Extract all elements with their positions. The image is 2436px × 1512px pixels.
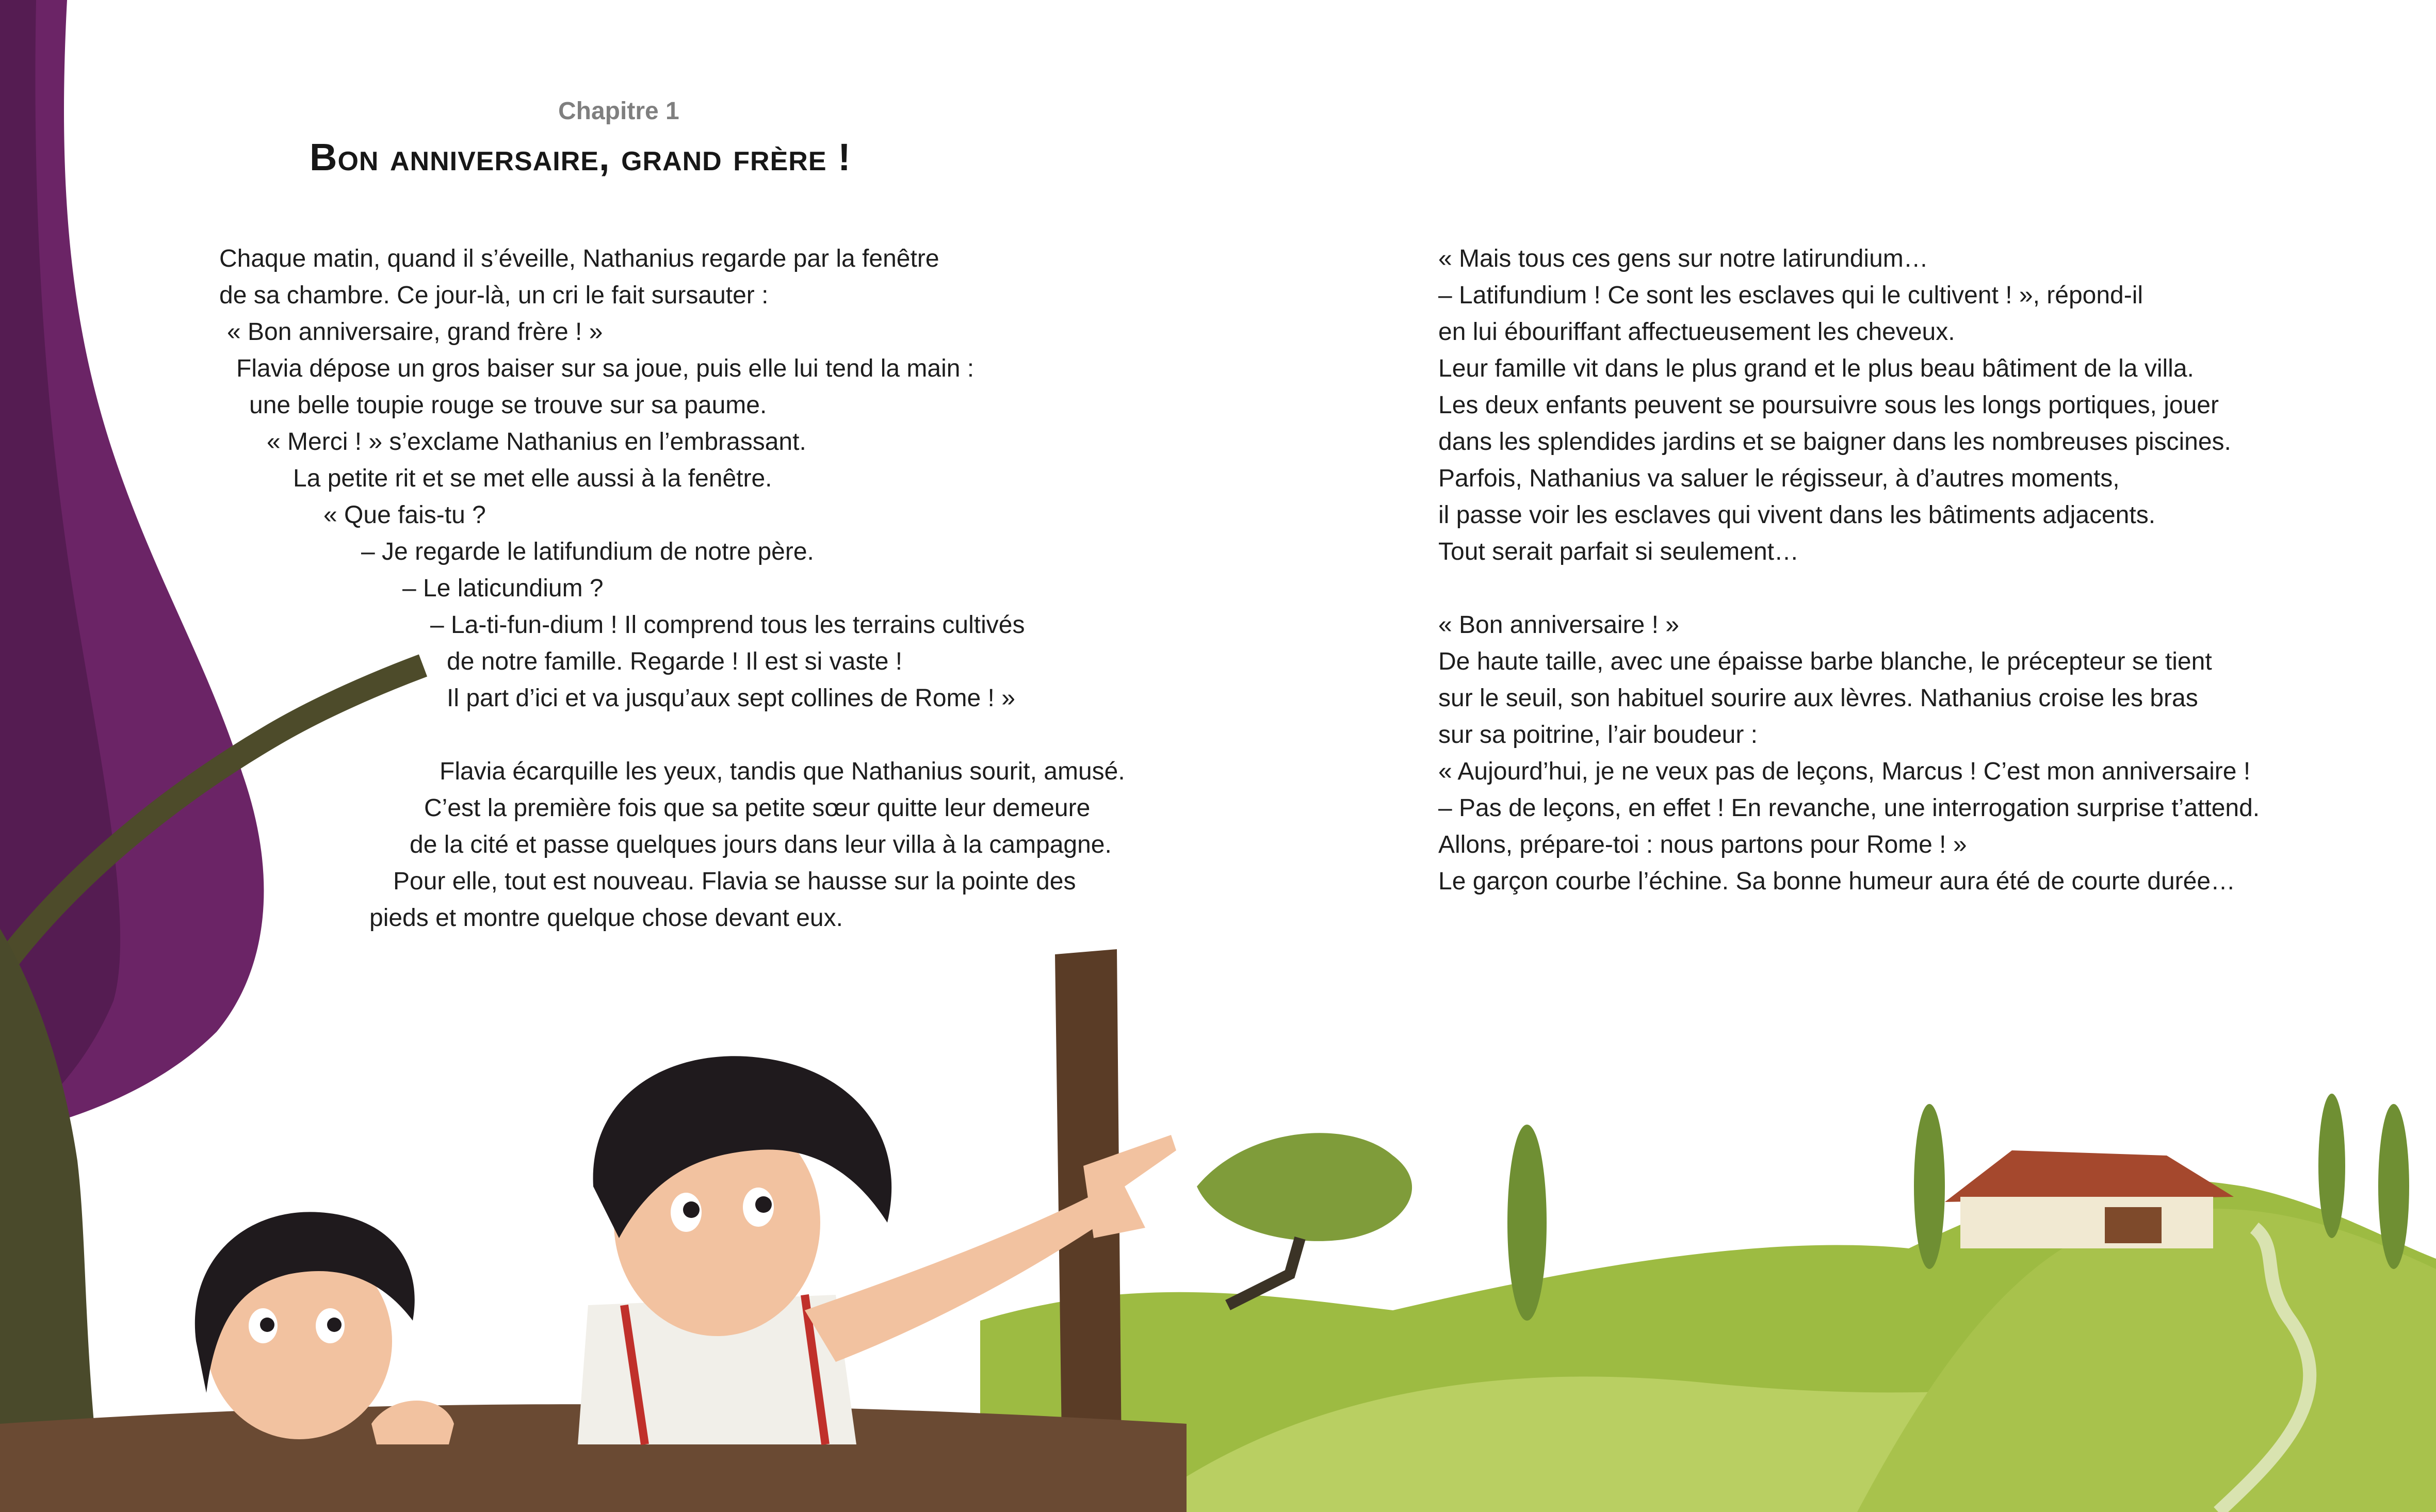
paragraph-line: « Bon anniversaire ! » (1438, 611, 1679, 639)
paragraph-line: Parfois, Nathanius va saluer le régisseur, à d’autres moments, (1438, 465, 2120, 492)
paragraph-line: Allons, prépare-toi : nous partons pour Rome ! » (1438, 831, 1967, 858)
paragraph-line: Leur famille vit dans le plus grand et le plus beau bâtiment de la villa. (1438, 355, 2194, 382)
girl-pupil (327, 1318, 342, 1332)
paragraph-line: – La-ti-fun-dium ! Il comprend tous les terrains cultivés (430, 611, 1025, 639)
pine-trunk (1228, 1238, 1300, 1305)
paragraph-line: il passe voir les esclaves qui vivent dans les bâtiments adjacents. (1438, 501, 2156, 529)
paragraph-line: de la cité et passe quelques jours dans leur villa à la campagne. (410, 831, 1112, 858)
paragraph-line: « Que fais-tu ? (323, 501, 486, 529)
cypress-tree (1507, 1125, 1547, 1321)
boy-pupil (683, 1201, 700, 1218)
paragraph-line: – Je regarde le latifundium de notre père. (361, 538, 814, 565)
boy-pupil (755, 1196, 772, 1213)
paragraph-line: Flavia dépose un gros baiser sur sa joue, puis elle lui tend la main : (236, 355, 975, 382)
paragraph-line: Flavia écarquille les yeux, tandis que Nathanius sourit, amusé. (440, 758, 1125, 785)
villa (1945, 1150, 2234, 1248)
villa-door (2105, 1207, 2162, 1243)
paragraph-line: C’est la première fois que sa petite sœur quitte leur demeure (424, 794, 1091, 822)
paragraph-line: Tout serait parfait si seulement… (1438, 538, 1799, 565)
paragraph-line: de notre famille. Regarde ! Il est si vaste ! (447, 648, 903, 675)
paragraph-line: Chaque matin, quand il s’éveille, Nathanius regarde par la fenêtre (219, 245, 939, 272)
paragraph-line: en lui ébouriffant affectueusement les cheveux. (1438, 318, 1955, 346)
paragraph-line: « Bon anniversaire, grand frère ! » (227, 318, 603, 346)
cypress-tree (2318, 1094, 2345, 1238)
umbrella-pine (1197, 1133, 1412, 1241)
paragraph-line: « Aujourd’hui, je ne veux pas de leçons, Marcus ! C’est mon anniversaire ! (1438, 758, 2251, 785)
paragraph-line: sur le seuil, son habituel sourire aux lèvres. Nathanius croise les bras (1438, 685, 2198, 712)
paragraph-line: « Mais tous ces gens sur notre latirundium… (1438, 245, 1928, 272)
chapter-label: Chapitre 1 (558, 97, 679, 125)
paragraph-line: La petite rit et se met elle aussi à la fenêtre. (293, 465, 772, 492)
paragraph-line: – Le laticundium ? (402, 575, 604, 602)
paragraph-line: dans les splendides jardins et se baigner dans les nombreuses piscines. (1438, 428, 2231, 456)
villa-roof (1945, 1150, 2234, 1202)
cypress-tree (1914, 1104, 1945, 1269)
paragraph-line: sur sa poitrine, l’air boudeur : (1438, 721, 1758, 749)
paragraph-line: Il part d’ici et va jusqu’aux sept collines de Rome ! » (447, 685, 1015, 712)
paragraph-line: une belle toupie rouge se trouve sur sa paume. (249, 392, 767, 419)
paragraph-line: Les deux enfants peuvent se poursuivre sous les longs portiques, jouer (1438, 392, 2219, 419)
paragraph-line: Le garçon courbe l’échine. Sa bonne humeur aura été de courte durée… (1438, 868, 2236, 895)
paragraph-line: pieds et montre quelque chose devant eux. (369, 904, 843, 932)
chapter-title: Bon anniversaire, grand frère ! (310, 136, 851, 178)
paragraph-line: « Merci ! » s’exclame Nathanius en l’embrassant. (267, 428, 806, 456)
paragraph-line: – Latifundium ! Ce sont les esclaves qui le cultivent ! », répond-il (1438, 282, 2143, 309)
paragraph-line: de sa chambre. Ce jour-là, un cri le fait sursauter : (219, 282, 769, 309)
paragraph-line: – Pas de leçons, en effet ! En revanche, une interrogation surprise t’attend. (1438, 794, 2260, 822)
paragraph-line: Pour elle, tout est nouveau. Flavia se hausse sur la pointe des (393, 868, 1076, 895)
cypress-tree (2378, 1104, 2409, 1269)
girl-flavia (195, 1212, 454, 1444)
paragraph-line: De haute taille, avec une épaisse barbe blanche, le précepteur se tient (1438, 648, 2212, 675)
girl-pupil (260, 1318, 274, 1332)
villa-wall (1960, 1197, 2213, 1248)
